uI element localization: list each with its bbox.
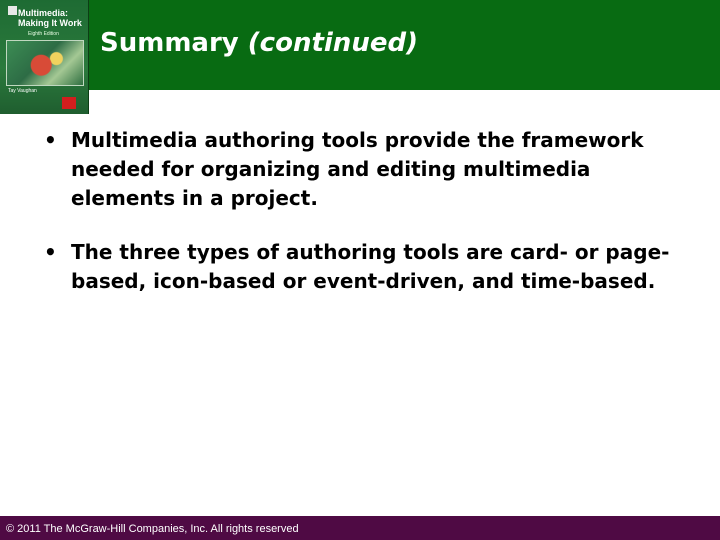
cover-author: Tay Vaughan xyxy=(8,88,37,94)
bullet-item: • Multimedia authoring tools provide the framework needed for organizing and editing multimedia elements in a project. xyxy=(44,126,684,213)
cover-title: Multimedia: Making It Work xyxy=(18,8,82,28)
slide-title-main: Summary xyxy=(100,28,239,58)
cover-edition: Eighth Edition xyxy=(28,31,59,37)
bullet-item: • The three types of authoring tools are card- or page-based, icon-based or event-driven, and time-based. xyxy=(44,238,684,296)
publisher-logo-icon xyxy=(8,6,17,15)
book-cover-image xyxy=(0,0,89,114)
footer-bar xyxy=(0,516,720,540)
copyright-text: © 2011 The McGraw-Hill Companies, Inc. All rights reserved xyxy=(6,523,299,535)
mcgraw-hill-logo-icon xyxy=(62,97,76,109)
slide-title xyxy=(100,28,418,58)
cover-art-image xyxy=(6,40,84,86)
slide-title-italic: (continued) xyxy=(247,28,418,58)
bullet-list xyxy=(44,126,684,321)
